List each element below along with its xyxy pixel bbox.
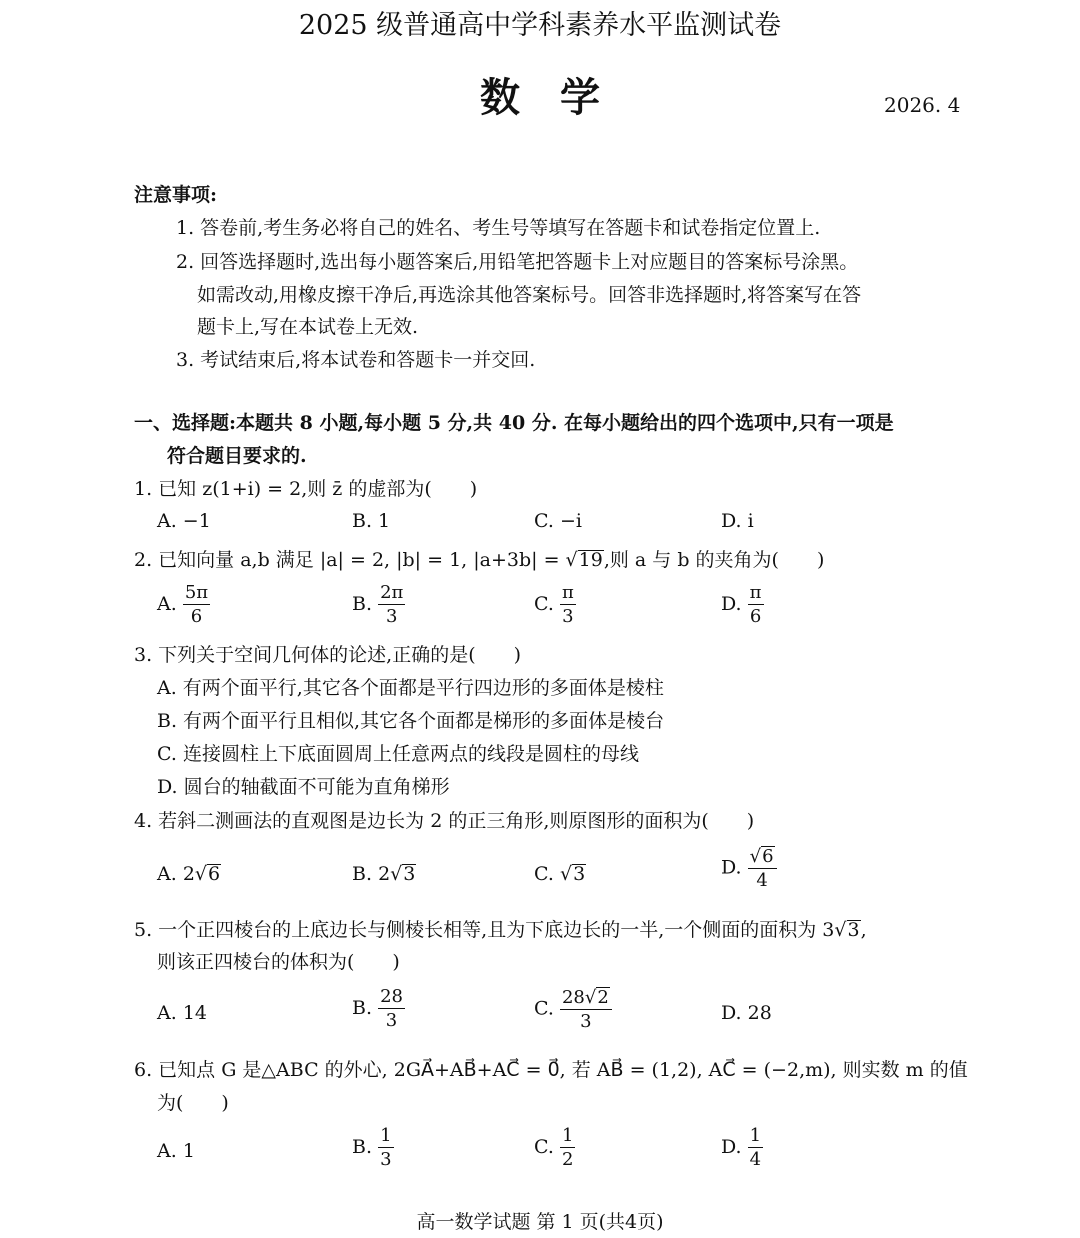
q1-option-c: C. −i: [534, 510, 582, 532]
q2-radical-sign: √: [565, 549, 578, 571]
q5-option-c-label: C.: [534, 997, 554, 1020]
q4-option-d-fraction: [748, 846, 777, 891]
notice-heading: 注意事项:: [134, 184, 218, 206]
q4-option-b-radicand: 3: [403, 863, 416, 885]
q4-option-c: [534, 864, 586, 884]
q2-option-d-label: D.: [721, 592, 742, 615]
q4-option-a-radical-sign: √: [194, 863, 208, 885]
q3-option-a: A. 有两个面平行,其它各个面都是平行四边形的多面体是棱柱: [157, 677, 664, 699]
q5-option-b-numerator: 28: [380, 986, 403, 1007]
q5-option-a-value: 14: [182, 1002, 207, 1024]
q3-option-c: C. 连接圆柱上下底面圆周上任意两点的线段是圆柱的母线: [157, 743, 639, 765]
q6-option-d: [721, 1126, 763, 1170]
q1-option-a: A. −1: [157, 510, 211, 532]
q6-option-c-numerator: 1: [561, 1125, 574, 1146]
q5-option-c-denominator: 3: [580, 1010, 592, 1032]
q6-option-c-label: C.: [534, 1135, 554, 1158]
q4-option-d-denominator: 4: [756, 869, 768, 891]
q5-option-d: [721, 1004, 772, 1023]
notice-line-4: 题卡上,写在本试卷上无效.: [197, 316, 419, 338]
q4-option-b: [352, 864, 416, 884]
q2-radicand: 19: [578, 549, 603, 571]
q5-stem-text: 5. 一个正四棱台的上底边长与侧棱长相等,且为下底边长的一半,一个侧面的面积为 3: [134, 919, 835, 941]
q2-option-b-label: B.: [352, 592, 373, 615]
q2-option-d: [721, 583, 764, 627]
q1-option-b: B. 1: [352, 510, 391, 532]
q4-option-d: [721, 846, 777, 891]
q6-option-b-denominator: 3: [380, 1148, 392, 1170]
q6-option-b: [352, 1126, 394, 1170]
q5-stem-line-1: [134, 920, 867, 940]
q6-option-b-fraction: [378, 1126, 393, 1170]
subject-title: 数学: [480, 74, 640, 121]
notice-line-5: 3. 考试结束后,将本试卷和答题卡一并交回.: [176, 349, 536, 371]
q6-option-a-value: 1: [182, 1140, 195, 1162]
q5-option-a: [157, 1004, 207, 1023]
q4-option-a-coefficient: 2: [182, 863, 195, 885]
q6-option-d-fraction: [748, 1126, 763, 1170]
q2-option-b: [352, 583, 405, 627]
q5-stem-comma: ,: [860, 919, 867, 941]
q6-option-b-numerator: 1: [380, 1125, 392, 1146]
q3-option-d: D. 圆台的轴截面不可能为直角梯形: [157, 776, 450, 798]
exam-title: 2025 级普通高中学科素养水平监测试卷: [298, 10, 782, 41]
q2-option-b-numerator: 2π: [380, 582, 404, 603]
section-heading-line-1: 一、选择题:本题共 8 小题,每小题 5 分,共 40 分. 在每小题给出的四个选项中,只有一项是: [134, 412, 894, 434]
q5-option-c-numerator: 28√2: [560, 987, 612, 1010]
q4-option-a-label: A.: [157, 863, 177, 885]
page-footer: 高一数学试题 第 1 页(共4页): [416, 1211, 664, 1233]
q1-option-d: D. i: [721, 510, 754, 532]
q4-option-d-radicand: 6: [762, 846, 774, 867]
q6-option-a-label: A.: [157, 1140, 177, 1162]
q4-stem: 4. 若斜二测画法的直观图是边长为 2 的正三角形,则原图形的面积为( ): [134, 810, 755, 832]
q5-option-d-label: D.: [721, 1002, 742, 1024]
q2-option-c-denominator: 3: [562, 605, 574, 627]
q6-stem-line-1: 6. 已知点 G 是△ABC 的外心, 2GA⃗+AB⃗+AC⃗ = 0⃗, 若 AB⃗ = (1,2), AC⃗ = (−2,m), 则实数 m 的值: [134, 1059, 968, 1081]
q2-option-b-fraction: [378, 583, 405, 627]
q4-option-d-numerator: √6: [748, 846, 777, 869]
q5-radicand: 3: [847, 919, 860, 941]
q2-option-a-numerator: 5π: [184, 582, 209, 603]
q6-option-c-denominator: 2: [561, 1148, 574, 1170]
q2-option-a-denominator: 6: [190, 605, 203, 627]
q2-option-c: [534, 583, 576, 627]
notice-line-1: 1. 答卷前,考生务必将自己的姓名、考生号等填写在答题卡和试卷指定位置上.: [176, 217, 821, 239]
q2-option-a: [157, 583, 210, 627]
q4-option-a-radicand: 6: [208, 863, 221, 885]
q5-option-b-denominator: 3: [385, 1009, 398, 1031]
q4-option-a: [157, 864, 221, 884]
notice-line-3: 如需改动,用橡皮擦干净后,再选涂其他答案标号。回答非选择题时,将答案写在答: [197, 284, 862, 306]
q4-option-d-label: D.: [721, 856, 742, 879]
q2-option-d-fraction: [748, 583, 764, 627]
q3-option-b: B. 有两个面平行且相似,其它各个面都是梯形的多面体是棱台: [157, 710, 665, 732]
section-heading-line-2: 符合题目要求的.: [167, 445, 307, 467]
q6-option-d-numerator: 1: [749, 1125, 762, 1146]
q6-option-d-denominator: 4: [749, 1148, 762, 1170]
q5-option-c-coefficient: 28: [561, 987, 585, 1008]
q4-option-b-coefficient: 2: [378, 863, 391, 885]
q6-stem-line-2: 为( ): [157, 1092, 229, 1114]
q2-stem-start: 2. 已知向量 a,b 满足 |a| = 2, |b| = 1, |a+3b| =: [134, 549, 566, 571]
q5-option-c-radicand: 2: [597, 987, 609, 1008]
q6-option-c: [534, 1126, 575, 1170]
q5-option-a-label: A.: [157, 1002, 177, 1024]
exam-date: 2026. 4: [884, 93, 961, 117]
q5-option-b-fraction: [378, 987, 405, 1031]
q2-option-d-denominator: 6: [749, 605, 762, 627]
q2-stem: [134, 550, 824, 570]
q2-option-c-fraction: [560, 583, 576, 627]
q2-stem-end: ,则 a 与 b 的夹角为( ): [603, 549, 825, 571]
q4-option-c-label: C.: [534, 863, 554, 885]
q1-stem: 1. 已知 z(1+i) = 2,则 z̄ 的虚部为( ): [134, 478, 478, 500]
q6-option-d-label: D.: [721, 1135, 742, 1158]
q6-option-c-fraction: [560, 1126, 575, 1170]
q2-option-c-numerator: π: [561, 582, 574, 603]
q4-option-c-radical-sign: √: [559, 863, 573, 885]
q5-option-d-value: 28: [747, 1002, 772, 1024]
q4-option-c-radicand: 3: [573, 863, 586, 885]
q5-option-c-fraction: [560, 987, 612, 1032]
q4-option-b-label: B.: [352, 863, 373, 885]
q2-option-d-numerator: π: [749, 582, 762, 603]
q6-option-b-label: B.: [352, 1135, 373, 1158]
notice-line-2: 2. 回答选择题时,选出每小题答案后,用铅笔把答题卡上对应题目的答案标号涂黑。: [176, 251, 859, 273]
q6-option-a: [157, 1142, 195, 1161]
q2-option-a-fraction: [183, 583, 210, 627]
q5-option-c: [534, 987, 612, 1032]
q4-option-b-radical-sign: √: [390, 863, 403, 885]
q5-stem-line-2: 则该正四棱台的体积为( ): [157, 951, 400, 973]
q2-option-c-label: C.: [534, 592, 554, 615]
q3-stem: 3. 下列关于空间几何体的论述,正确的是( ): [134, 644, 522, 666]
q5-option-b: [352, 987, 405, 1031]
q2-option-b-denominator: 3: [385, 605, 398, 627]
q5-option-b-label: B.: [352, 996, 373, 1019]
q2-option-a-label: A.: [157, 592, 177, 615]
q5-radical-sign: √: [834, 919, 847, 941]
